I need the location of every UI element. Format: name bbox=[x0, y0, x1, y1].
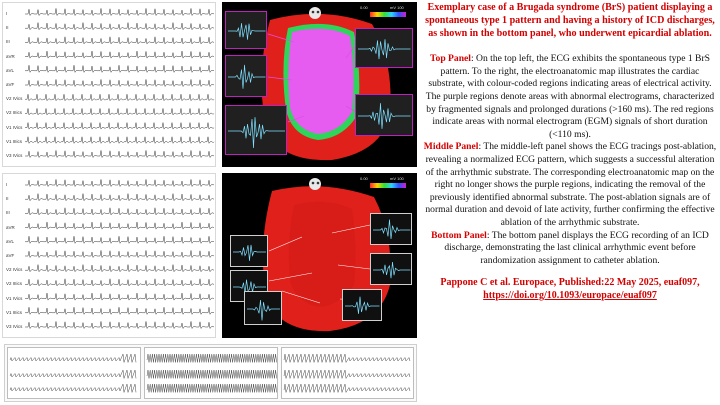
caption-title: Exemplary case of a Brugada syndrome (BrS) patient displaying a spontaneous type 1 pattern and having a history of ICD discharges, as shown in the bottom panel, who underwent epicardial ablation. bbox=[425, 2, 715, 40]
ecg-lead-label: aVR bbox=[6, 224, 15, 230]
ecg-lead-label: V3 IVics bbox=[6, 324, 23, 329]
egm-inset bbox=[225, 55, 267, 97]
icd-trace bbox=[284, 354, 410, 362]
icd-trace bbox=[147, 370, 277, 378]
middle-panel-description bbox=[422, 141, 718, 229]
egm-inset bbox=[355, 94, 413, 136]
bottom-panel-label: Bottom Panel bbox=[431, 229, 487, 241]
middle-panel-text: : The middle-left panel shows the ECG tracings post-ablation, revealing a normalized ECG pattern, which suggests a successful alteration of the arrhythmic substrate. The corresponding electroanatomic map on the right no longer shows the purple regions, indicating the removal of the previously identified abnormal substrate. The post-ablation signals are of normal duration and devoid of late activity, further confirming the effective ablation of the arrhythmic substrate. bbox=[425, 141, 717, 228]
ecg-lead-label: aVR bbox=[6, 53, 15, 59]
electroanatomic-map-pre-ablation bbox=[222, 2, 417, 167]
ecg-trace bbox=[25, 37, 214, 44]
ecg-trace bbox=[25, 250, 214, 257]
top-panel-label: Top Panel bbox=[430, 53, 471, 65]
egm-trace bbox=[358, 103, 411, 129]
ecg-trace bbox=[25, 51, 214, 58]
ecg-trace bbox=[25, 265, 214, 272]
ecg-trace bbox=[25, 321, 214, 328]
ecg-trace bbox=[25, 137, 214, 144]
ecg-lead-label: I bbox=[6, 11, 8, 16]
ecg-lead-label: V2 IIIics bbox=[6, 110, 23, 116]
egm-trace bbox=[228, 65, 266, 89]
colorbar-max-label: mV 100 bbox=[390, 5, 404, 10]
ecg-post-ablation-traces bbox=[3, 174, 216, 338]
ecg-trace bbox=[25, 279, 214, 286]
icd-trace bbox=[10, 370, 136, 378]
egm-trace bbox=[233, 245, 266, 261]
ecg-trace bbox=[25, 236, 214, 243]
ecg-pre-ablation-panel bbox=[2, 2, 216, 167]
ecg-trace bbox=[25, 222, 214, 229]
ecg-trace bbox=[25, 65, 214, 72]
ecg-trace bbox=[25, 123, 214, 130]
ecg-lead-label: V1 IIIics bbox=[6, 309, 23, 315]
middle-panel-label: Middle Panel bbox=[423, 141, 479, 153]
egm-trace bbox=[228, 117, 285, 148]
ecg-lead-label: II bbox=[6, 25, 9, 31]
egm-trace bbox=[345, 297, 380, 314]
ecg-trace bbox=[25, 79, 214, 86]
bottom-panel-text: : The bottom panel displays the ECG recording of an ICD discharge, demonstrating the last clinical arrhythmic event before randomization assignment to catheter ablation. bbox=[444, 229, 709, 266]
egm-inset bbox=[230, 235, 268, 267]
ecg-lead-label: V2 IVics bbox=[6, 267, 23, 273]
ecg-trace bbox=[25, 179, 214, 186]
ecg-lead-label: III bbox=[6, 39, 10, 45]
ecg-post-ablation-panel bbox=[2, 173, 216, 338]
egm-trace bbox=[373, 220, 411, 240]
icd-strip-segment bbox=[144, 347, 278, 399]
icd-trace bbox=[147, 384, 277, 392]
icd-trace bbox=[10, 354, 136, 362]
colorbar-max-label: mV 100 bbox=[390, 176, 404, 181]
egm-inset bbox=[370, 213, 412, 245]
icd-discharge-recording bbox=[4, 344, 417, 402]
ecg-lead-label: I bbox=[6, 182, 8, 187]
electroanatomic-map-post-ablation bbox=[222, 173, 417, 338]
ecg-lead-label: III bbox=[6, 210, 10, 216]
bottom-panel-description bbox=[422, 230, 718, 268]
ecg-lead-label: V1 IVics bbox=[6, 295, 23, 301]
ecg-lead-label: V1 IVics bbox=[6, 124, 23, 130]
egm-inset bbox=[244, 291, 282, 325]
icd-trace bbox=[10, 384, 136, 392]
top-panel-description bbox=[422, 53, 718, 141]
ecg-trace bbox=[25, 208, 214, 215]
voltage-colorbar bbox=[370, 183, 406, 188]
citation-text: Pappone C et al. Europace, Published:22 May 2025, euaf097, bbox=[440, 277, 700, 289]
ecg-trace bbox=[25, 23, 214, 30]
ecg-trace bbox=[25, 150, 214, 157]
icd-trace bbox=[147, 354, 277, 362]
egm-inset bbox=[225, 11, 267, 49]
egm-inset bbox=[225, 105, 287, 155]
colorbar-min-label: 0.00 bbox=[360, 176, 368, 181]
ecg-trace bbox=[25, 293, 214, 300]
icd-trace bbox=[284, 370, 410, 378]
ecg-lead-label: aVF bbox=[6, 253, 15, 258]
egm-inset bbox=[355, 28, 413, 68]
colorbar-min-label: 0.00 bbox=[360, 5, 368, 10]
figure-caption bbox=[422, 0, 718, 303]
egm-trace bbox=[373, 262, 411, 278]
ecg-lead-label: aVL bbox=[6, 238, 15, 244]
ecg-lead-label: V2 IVics bbox=[6, 96, 23, 102]
ecg-lead-label: aVL bbox=[6, 67, 15, 73]
ecg-lead-label: V3 IVics bbox=[6, 153, 23, 158]
ecg-lead-label: II bbox=[6, 196, 9, 202]
citation bbox=[422, 277, 718, 302]
ecg-lead-label: aVF bbox=[6, 82, 15, 87]
ecg-lead-label: V2 IIIics bbox=[6, 281, 23, 287]
egm-trace bbox=[358, 39, 411, 59]
ecg-trace bbox=[25, 194, 214, 201]
ecg-lead-label: V1 IIIics bbox=[6, 138, 23, 144]
ecg-trace bbox=[25, 307, 214, 314]
icd-strip-segment bbox=[7, 347, 141, 399]
egm-trace bbox=[228, 23, 266, 40]
top-panel-text: : On the top left, the ECG exhibits the spontaneous type 1 BrS pattern. To the right, the electroanatomic map illustrates the cardiac substrate, with colour-coded regions indicating areas of electrical activity. The purple regions denote areas with abnormal electrograms, characterized by fragmented signals and prolonged durations (>160 ms). The red regions indicate areas with normal electrogram (EGM) signals of short duration (<110 ms). bbox=[425, 53, 715, 140]
icd-strip-segment bbox=[281, 347, 414, 399]
ecg-trace bbox=[25, 108, 214, 115]
ecg-trace bbox=[25, 94, 214, 101]
ecg-trace bbox=[25, 8, 214, 15]
icd-trace bbox=[284, 384, 410, 392]
voltage-colorbar bbox=[370, 12, 406, 17]
doi-link[interactable]: https://doi.org/10.1093/europace/euaf097 bbox=[483, 289, 657, 301]
egm-trace bbox=[247, 300, 280, 321]
ecg-pre-ablation-traces bbox=[3, 3, 216, 167]
egm-inset bbox=[370, 253, 412, 285]
egm-inset bbox=[342, 289, 382, 321]
